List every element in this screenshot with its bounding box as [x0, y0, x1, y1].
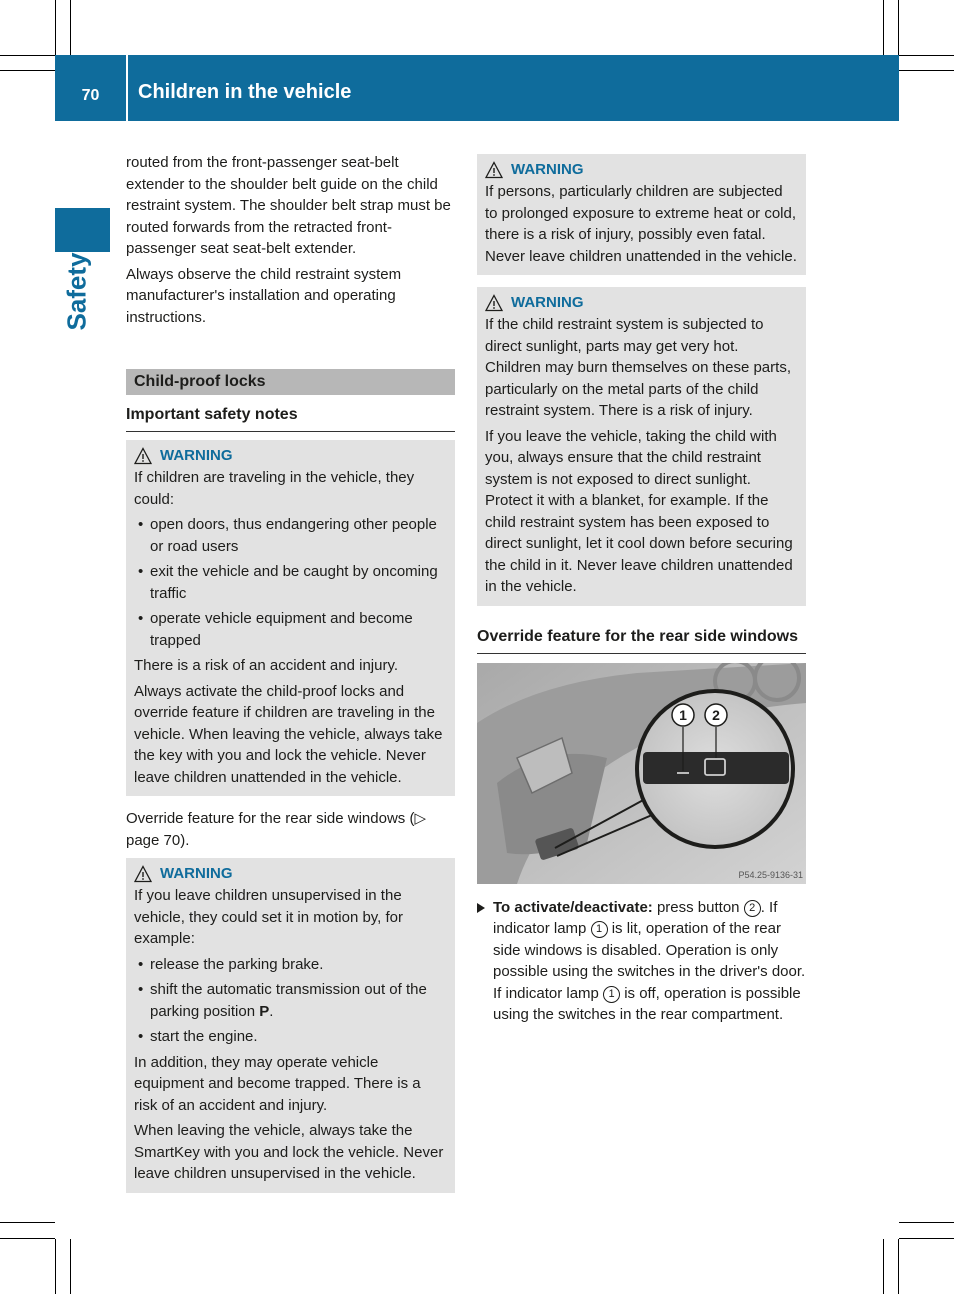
warning-header [485, 159, 798, 181]
warning-triangle-icon [485, 161, 503, 179]
instruction-text: is lit, operation of the rear side windows is disabled. Operation is only possible using the switches in the driver's door. If indicator lamp [493, 920, 806, 1002]
warning-triangle-icon [134, 865, 152, 883]
crop-mark [0, 1222, 55, 1223]
page-title: Children in the vehicle [138, 81, 352, 103]
warning-text: There is a risk of an accident and injury. [134, 657, 399, 674]
crop-mark [55, 1239, 56, 1294]
section-heading: Child-proof locks [126, 369, 455, 395]
callout-2: 2 [712, 706, 720, 723]
side-label [60, 252, 100, 336]
crop-mark [898, 1239, 899, 1294]
arrow-bullet-icon [477, 903, 485, 913]
crop-mark [883, 1239, 884, 1294]
crop-mark [70, 0, 71, 55]
crop-mark [0, 70, 55, 71]
list-item: • exit the vehicle and be caught by oncoming traffic [134, 561, 447, 604]
subsection-heading: Important safety notes [126, 404, 455, 432]
warning-box [477, 287, 806, 606]
gear-position-p: P [259, 1002, 270, 1020]
warning-label: WARNING [511, 161, 584, 179]
list-item: • release the parking brake. [134, 954, 447, 976]
crop-mark [899, 70, 954, 71]
bullet-list [134, 954, 447, 1048]
warning-text: Always activate the child-proof locks and override feature if children are traveling in the vehicle. When leaving the vehicle, always take the key with you and lock the vehicle. Never leave children unattended in the vehicle. [134, 682, 443, 786]
crop-mark [55, 0, 56, 55]
crop-mark [0, 1238, 55, 1239]
callout-1: 1 [679, 706, 687, 723]
bullet-list [134, 514, 447, 651]
list-item [134, 979, 447, 1022]
number-1-marker: 1 [603, 986, 620, 1003]
paragraph: Always observe the child restraint system manufacturer's installation and operating instructions. [126, 265, 402, 326]
warning-text: In addition, they may operate vehicle equipment and become trapped. There is a risk of an accident and injury. [134, 1053, 421, 1114]
warning-text: If children are traveling in the vehicle, they could: [134, 469, 415, 508]
crop-mark [883, 0, 884, 55]
warning-header [134, 445, 447, 467]
warning-header [485, 292, 798, 314]
number-1-marker: 1 [591, 921, 608, 938]
side-tab [55, 208, 110, 252]
warning-label: WARNING [160, 447, 233, 465]
warning-text: If the child restraint system is subjected to direct sunlight, parts may get very hot. Children may burn themselves on these parts, particularly on the metal parts of the child restraint system. There is a risk of injury. [485, 316, 791, 419]
crop-mark [898, 0, 899, 55]
warning-text: If you leave children unsupervised in the vehicle, they could set it in motion by, for example: [134, 887, 404, 947]
list-item: • operate vehicle equipment and become trapped [134, 608, 447, 651]
warning-triangle-icon [485, 294, 503, 312]
crop-mark [70, 1239, 71, 1294]
crop-mark [899, 1238, 954, 1239]
crop-mark [899, 55, 954, 56]
warning-box [126, 440, 455, 796]
list-item: • start the engine. [134, 1026, 447, 1048]
warning-text: If you leave the vehicle, taking the child with you, always ensure that the child restraint system is not exposed to direct sunlight. Protect it with a blanket, for example. If the child restraint system has been exposed to direct sunlight, let it cool down before securing the child in it. Never leave children unattended in the vehicle. [485, 427, 793, 595]
warning-label: WARNING [511, 294, 584, 312]
instruction-text: is off, operation is possible using the switches in the rear compartment. [493, 984, 801, 1023]
crop-mark [899, 1222, 954, 1223]
warning-label: WARNING [160, 865, 233, 883]
instruction-label: To activate/deactivate: [493, 898, 653, 916]
image-code: P54.25-9136-31 [738, 869, 803, 880]
list-item-end: . [269, 1002, 274, 1020]
side-label-text: Safety [61, 252, 92, 331]
warning-text: When leaving the vehicle, always take the SmartKey with you and lock the vehicle. Never leave children unsupervised in the vehicle. [134, 1122, 444, 1182]
subsection-heading: Override feature for the rear side windows [477, 626, 806, 654]
cross-reference[interactable]: Override feature for the rear side windows (▷ page 70). [126, 810, 426, 849]
warning-box [477, 154, 806, 275]
instruction-text: press button [652, 898, 744, 916]
warning-box [126, 858, 455, 1193]
left-column [126, 152, 455, 1193]
instruction-text: . If indicator lamp [493, 898, 778, 937]
page-number: 70 [81, 87, 100, 104]
warning-triangle-icon [134, 447, 152, 465]
list-item-text: shift the automatic transmission out of the parking position [150, 981, 427, 1020]
warning-text: If persons, particularly children are subjected to prolonged exposure to extreme heat or cold, there is a risk of injury, possibly even fatal. Never leave children unattended in the vehicle. [485, 183, 797, 265]
page-header [55, 55, 899, 121]
right-column [477, 154, 806, 1026]
header-divider [126, 55, 128, 121]
paragraph: routed from the front-passenger seat-belt extender to the shoulder belt guide on the child restraint system. The shoulder belt strap must be routed forwards from the retracted front-passenger seat seat-belt extender. [126, 154, 451, 257]
instruction-step [477, 897, 806, 1026]
crop-mark [0, 55, 55, 56]
door-switch-illustration [477, 663, 806, 884]
number-2-marker: 2 [744, 900, 761, 917]
warning-header [134, 863, 447, 885]
list-item: • open doors, thus endangering other people or road users [134, 514, 447, 557]
